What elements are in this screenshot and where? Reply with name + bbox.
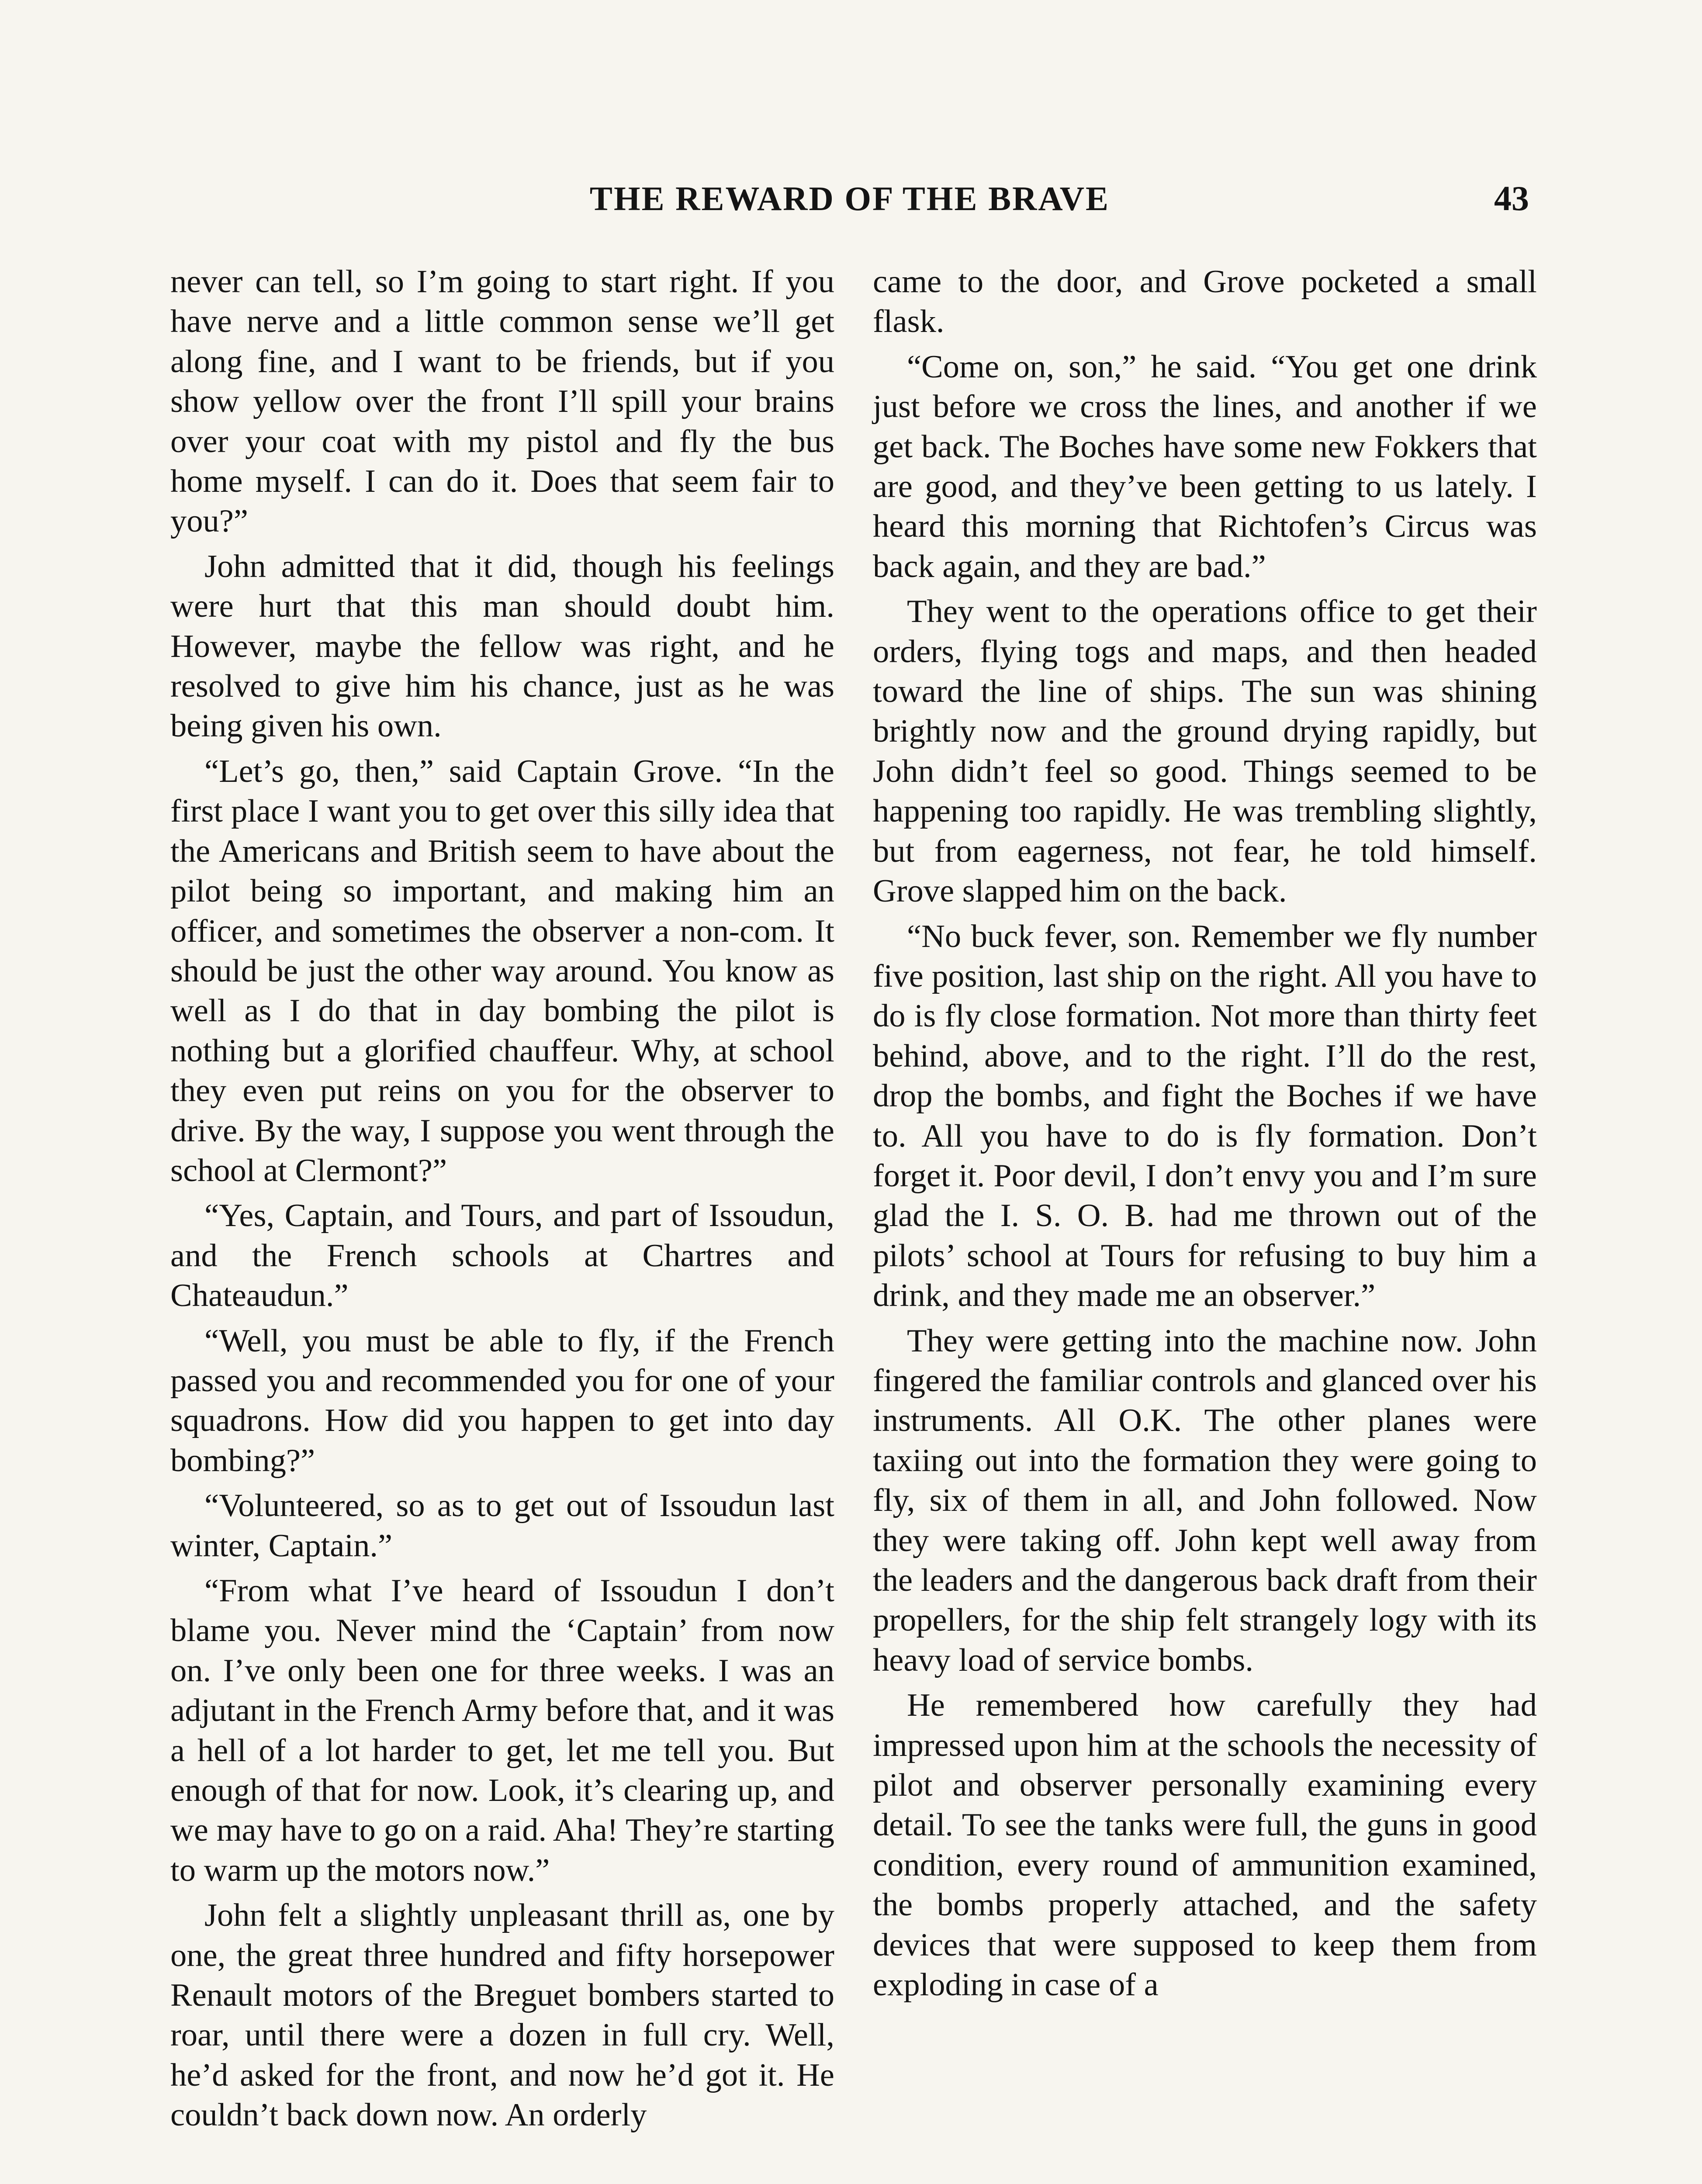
page-header xyxy=(170,173,1529,229)
paragraph: They went to the operations office to get their orders, flying togs and maps, and then headed toward the line of ships. The sun was shining brightly now and the ground drying rapidly, but John didn’t feel so good. Things seemed to be happening too rapidly. He was trembling slightly, but from eagerness, not fear, he told himself. Grove slapped him on the back. xyxy=(873,594,1537,909)
paragraph: John admitted that it did, though his feelings were hurt that this man should doubt him. However, maybe the fellow was right, and he resolved to give him his chance, just as he was being given his own. xyxy=(170,548,834,744)
paragraph: “Yes, Captain, and Tours, and part of Issoudun, and the French schools at Chartres and Chateaudun.” xyxy=(170,1198,834,1314)
paragraph: John felt a slightly unpleasant thrill as, one by one, the great three hundred and fifty horsepower Renault motors of the Breguet bombers started to roar, until there were a dozen in full cry. Well, he’d asked for the front, and now he’d got it. He couldn’t back down now. An orderly xyxy=(170,1897,834,2133)
paragraph: He remembered how carefully they had impressed upon him at the schools the necessity of pilot and observer personally examining every detail. To see the tanks were full, the guns in good condition, every round of ammunition examined, the bombs properly attached, and the safety devices that were supposed to keep them from exploding in case of a xyxy=(873,1687,1537,2003)
paragraph: “Let’s go, then,” said Captain Grove. “In the first place I want you to get over this silly idea that the Americans and British seem to have about the pilot being so important, and making him an officer, and sometimes the observer a non-com. It should be just the other way around. You know as well as I do that in day bombing the pilot is nothing but a glorified chauffeur. Why, at school they even put reins on you for the observer to drive. By the way, I suppose you went through the school at Clermont?” xyxy=(170,753,834,1189)
running-title: THE REWARD OF THE BRAVE xyxy=(589,180,1110,218)
left-column xyxy=(170,262,834,2136)
paragraph: “No buck fever, son. Remember we fly number five position, last ship on the right. All you have to do is fly close formation. Not more than thirty feet behind, above, and to the right. I’ll do the rest, drop the bombs, and fight the Boches if we have to. All you have to do is fly formation. Don’t forget it. Poor devil, I don’t envy you and I’m sure glad the I. S. O. B. had me thrown out of the pilots’ school at Tours for refusing to buy him a drink, and they made me an observer.” xyxy=(873,918,1537,1314)
paragraph: “From what I’ve heard of Issoudun I don’t blame you. Never mind the ‘Captain’ from now on. I’ve only been one for three weeks. I was an adjutant in the French Army before that, and it was a hell of a lot harder to get, let me tell you. But enough of that for now. Look, it’s clearing up, and we may have to go on a raid. Aha! They’re starting to warm up the motors now.” xyxy=(170,1573,834,1888)
paragraph: “Come on, son,” he said. “You get one drink just before we cross the lines, and another if we get back. The Boches have some new Fokkers that are good, and they’ve been getting to us lately. I heard this morning that Richtofen’s Circus was back again, and they are bad.” xyxy=(873,349,1537,584)
paragraph: came to the door, and Grove pocketed a small flask. xyxy=(873,264,1537,340)
paragraph: never can tell, so I’m going to start right. If you have nerve and a little common sense we’ll get along fine, and I want to be friends, but if you show yellow over the front I’ll spill your brains over your coat with my pistol and fly the bus home myself. I can do it. Does that seem fair to you?” xyxy=(170,264,834,539)
paragraph: They were getting into the machine now. John fingered the familiar controls and glanced over his instruments. All O.K. The other planes were taxiing out into the formation they were going to fly, six of them in all, and John followed. Now they were taking off. John kept well away from the leaders and the dangerous back draft from their propellers, for the ship felt strangely logy with its heavy load of service bombs. xyxy=(873,1323,1537,1678)
paragraph: “Well, you must be able to fly, if the French passed you and recommended you for one of your squadrons. How did you happen to get into day bombing?” xyxy=(170,1323,834,1479)
right-column xyxy=(873,262,1537,2005)
paragraph: “Volunteered, so as to get out of Issoudun last winter, Captain.” xyxy=(170,1488,834,1564)
page-number: 43 xyxy=(1494,180,1529,218)
